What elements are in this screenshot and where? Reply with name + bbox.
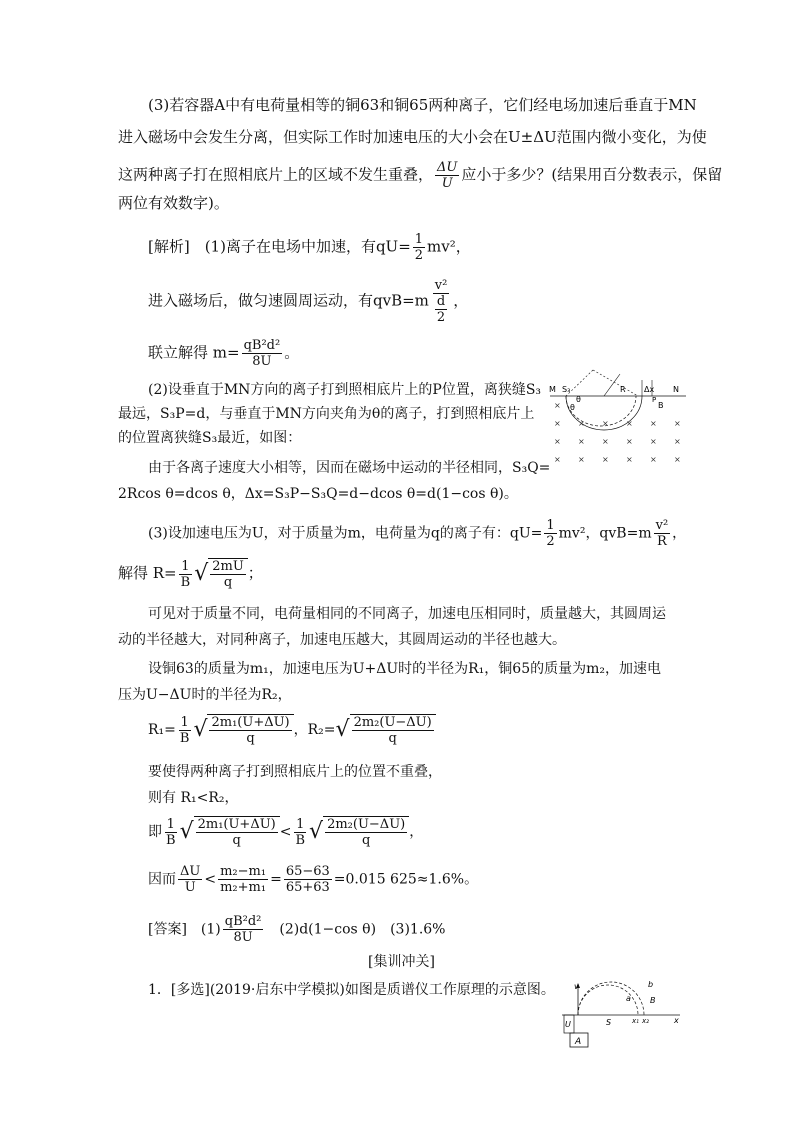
figure-mass-spectrometer [560,975,684,1055]
fraction-numerator: d [436,294,446,309]
problem-1-text: 1．[多选](2019·启东中学模拟)如图是质谱仪工作原理的示意图。 [148,982,555,998]
solution-text: 即 [148,824,162,840]
v2-over-half-d-fraction [431,278,451,325]
radicand [207,714,293,746]
solution-line-2 [148,278,468,325]
fraction-denominator: m₂+m₁ [220,880,267,895]
solution-line-7: 由于各离子速度大小相等，因而在磁场中运动的半径相同，S₃Q= [148,460,551,476]
label-theta: θ [570,403,575,412]
label-p: P [652,396,657,404]
solution-line-15 [148,714,436,746]
solution-text: 因而 [148,871,176,888]
question-line-1: (3)若容器A中有电荷量相等的铜63和铜65两种离子，它们经电场加速后垂直于MN [148,96,697,114]
one-over-b-fraction [164,817,178,848]
fraction-numerator: 1 [181,558,190,574]
solution-line-3 [148,338,299,369]
fraction-numerator: 2m₂(U−ΔU) [327,817,406,832]
fraction-denominator: 2 [546,534,555,549]
field-x-mark: × [554,455,561,464]
solution-line-5: 最远，S₃P=d，与垂直于MN方向夹角为θ的离子，打到照相底片上 [118,406,535,422]
field-x-mark: × [602,455,609,464]
delta-u-over-u-fraction [178,864,202,895]
field-x-mark: × [626,437,633,446]
fraction-denominator: B [179,730,190,746]
label-m: M [549,385,556,394]
fraction-denominator: 2 [414,248,424,263]
field-x-mark: × [674,437,681,446]
label-v: v [574,982,579,991]
fraction-denominator: U [184,880,196,895]
solution-line-13: 设铜63的质量为m₁，加速电压为U+ΔU时的半径为R₁，铜65的质量为m₂，加速电 [148,661,661,677]
answer-line [148,914,445,945]
fraction-denominator: q [232,833,241,848]
fraction-denominator: 2 [436,310,446,325]
fraction-denominator: q [361,833,371,848]
fraction-numerator: 2m₁(U+ΔU) [211,715,290,730]
label-x1: x₁ [632,1017,639,1025]
label-theta: θ [576,395,581,404]
field-x-mark: × [674,419,681,428]
solution-line-10 [118,558,263,590]
one-over-b-fraction [293,817,307,848]
radical-sign: √ [194,561,209,586]
trajectory-upper-dashed [593,370,638,396]
solution-line-8: 2Rcos θ=dcos θ，Δx=S₃P−S₃Q=d−dcos θ=d(1−cos θ)。 [118,486,518,502]
solution-text: ， [672,525,687,542]
one-over-b-fraction [178,715,192,746]
fraction-denominator: 8U [233,930,253,945]
mass-ratio-fraction [218,864,268,895]
field-x-mark: × [650,455,657,464]
trajectory-b [578,982,644,1015]
square-root [180,816,280,848]
answer-fraction [223,914,264,945]
radical-sign: √ [309,819,324,844]
fraction-numerator: v² [434,278,448,293]
fraction-denominator: U [441,176,453,191]
radical-sign: √ [335,717,350,742]
fraction-numerator: 1 [166,816,175,832]
radical-sign: √ [193,717,208,742]
fraction-numerator: 1 [414,232,424,247]
solution-line-19 [148,864,478,895]
half-fraction [413,232,425,263]
fraction-denominator: 8U [252,354,272,369]
solution-text: =0.015 625≈1.6%。 [333,871,479,888]
label-delta-x: Δx [644,385,655,394]
label-x-axis: x [674,1016,679,1025]
fraction-numerator: 1 [546,518,555,533]
field-x-mark: × [554,419,561,428]
figure-magnetic-field-trajectories [548,368,688,466]
solution-text: R₁= [148,722,176,738]
field-x-mark: × [554,437,561,446]
radicand [208,558,248,590]
fraction-denominator: B [180,574,191,590]
solution-text: 进入磁场后，做匀速圆周运动，有qvB=m [148,291,429,310]
question-line-4: 两位有效数字)。 [118,194,229,212]
fraction-numerator: m₂−m₁ [220,864,267,879]
radicand-fraction [196,817,278,848]
solution-text: mv²， [427,237,471,256]
radicand [194,816,280,848]
answer-text: (2)d(1−cos θ) (3)1.6% [265,921,446,938]
solution-line-16: 要使得两种离子打到照相底片上的位置不重叠， [148,764,442,780]
solution-text: 联立解得 m= [148,343,240,362]
field-x-mark: × [602,419,609,428]
half-d-fraction [435,294,447,325]
solution-text: mv²，qvB=m [558,525,652,542]
label-b-trajectory: b [648,980,654,989]
fraction-numerator: v² [655,518,669,533]
radicand [350,714,436,746]
solution-text: ， [409,824,424,840]
mass-fraction [242,338,283,369]
answer-text: [答案] (1) [148,921,221,938]
radicand-fraction [352,715,434,746]
solution-text: 解得 R= [118,564,177,582]
solution-line-14: 压为U−ΔU时的半径为R₂， [118,687,292,703]
solution-text: ； [247,564,263,582]
numeric-fraction [284,864,332,895]
solution-text: < [279,824,292,840]
radicand-fraction [209,715,291,746]
field-x-mark: × [650,437,657,446]
fraction-denominator: q [223,575,233,590]
square-root [336,714,436,746]
label-b: B [658,401,664,410]
solution-line-6: 的位置离狭缝S₃最近，如图： [118,430,302,446]
fraction-numerator: ΔU [180,864,201,879]
square-root [194,558,248,590]
field-x-mark: × [578,455,585,464]
radicand [323,816,409,848]
field-x-mark: × [650,419,657,428]
fraction-denominator [431,294,451,325]
radicand-fraction [210,559,246,590]
solution-line-17: 则有 R₁<R₂， [148,790,239,806]
fraction-numerator: 1 [180,714,189,730]
radius-line [604,374,620,396]
question-line-3-text: 这两种离子打在照相底片上的区域不发生重叠， [118,165,434,184]
square-root [193,714,293,746]
label-s3: S₃ [562,385,571,394]
label-a-box: A [575,1037,582,1047]
one-over-b-fraction [179,559,193,590]
solution-line-12: 动的半径越大，对同种离子，加速电压越大，其圆周运动的半径也越大。 [118,632,566,648]
fraction-numerator: qB²d² [243,338,281,353]
field-x-mark: × [626,455,633,464]
fraction-numerator: qB²d² [224,914,262,929]
solution-line-4: (2)设垂直于MN方向的离子打到照相底片上的P位置，离狭缝S₃ [148,382,542,398]
fraction-numerator: 65−63 [285,864,330,879]
delta-u-over-u-fraction [435,160,459,191]
solution-line-11: 可见对于质量不同，电荷量相同的不同离子，加速电压相同时，质量越大，其圆周运 [148,606,666,622]
field-x-mark: × [578,419,585,428]
solution-text: = [270,871,282,888]
label-n: N [673,385,679,394]
field-x-mark: × [602,437,609,446]
label-b-field: B [650,996,656,1005]
label-a: a [626,994,631,1003]
field-x-mark: × [554,401,561,410]
fraction-numerator: ΔU [437,160,458,175]
label-s: S [606,1018,612,1027]
solution-line-18 [148,816,423,848]
field-x-mark: × [578,437,585,446]
square-root [309,816,409,848]
solution-text: [解析] (1)离子在电场中加速，有qU= [148,237,411,256]
section-title: [集训冲关] [368,954,435,970]
fraction-denominator: R [656,534,667,549]
question-line-2: 进入磁场中会发生分离，但实际工作时加速电压的大小会在U±ΔU范围内微小变化，为使 [118,128,707,146]
solution-text: ，R₂= [293,722,336,738]
fraction-denominator: q [246,731,255,746]
fraction-numerator: 2m₁(U+ΔU) [197,817,276,832]
fraction-denominator: B [295,832,306,848]
label-u: U [565,1020,571,1029]
v2-over-r-fraction [654,518,671,549]
question-line-3 [118,160,722,191]
fraction-numerator: 2m₂(U−ΔU) [353,715,432,730]
field-x-mark: × [626,419,633,428]
question-line-3-tail: 应小于多少？(结果用百分数表示，保留 [461,165,723,184]
solution-text: (3)设加速电压为U，对于质量为m，电荷量为q的离子有：qU= [148,525,543,542]
fraction-denominator: 65+63 [285,880,330,895]
fraction-denominator: q [388,731,397,746]
fraction-denominator: B [166,832,176,848]
half-fraction [544,518,556,549]
fraction-numerator: 2mU [212,559,244,574]
label-x2: x₂ [642,1017,649,1025]
solution-line-1 [148,232,471,263]
fraction-numerator: 1 [296,816,305,832]
solution-text: 。 [284,343,300,362]
solution-text: < [204,871,217,888]
solution-text: ， [453,291,469,310]
label-r: R [620,385,626,394]
field-x-mark: × [674,455,681,464]
solution-line-9 [148,518,686,549]
radical-sign: √ [179,819,194,844]
radicand-fraction [325,817,407,848]
